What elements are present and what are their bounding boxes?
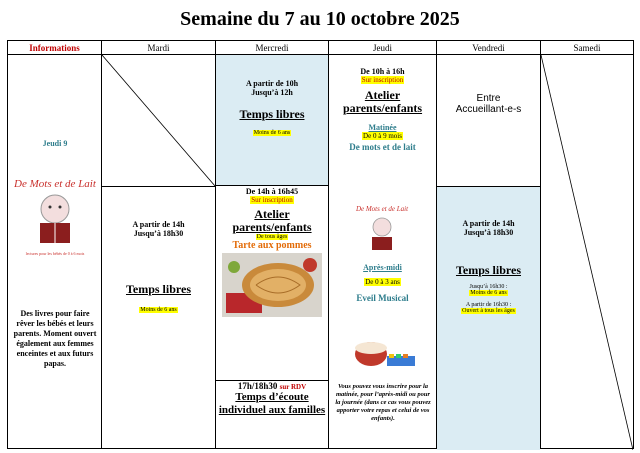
header-mardi: Mardi bbox=[102, 41, 216, 55]
apple-tart-image bbox=[222, 253, 322, 317]
vendredi-am-line2: Accueillant-e-s bbox=[455, 104, 522, 115]
vendredi-note1: Jusqu’à 16h30 : bbox=[469, 284, 508, 290]
svg-text:De Mots et de Lait: De Mots et de Lait bbox=[14, 178, 96, 190]
header-samedi: Samedi bbox=[541, 41, 633, 55]
jeudi-insc: Sur inscription bbox=[361, 76, 404, 84]
jeudi-apres-midi: Après-midi bbox=[363, 263, 402, 272]
mercredi-pm-time: De 14h à 16h45 bbox=[245, 187, 299, 196]
mercredi-am-title: Temps libres bbox=[239, 107, 305, 121]
col-mercredi bbox=[216, 55, 329, 448]
mercredi-pm-theme: Tarte aux pommes bbox=[232, 240, 312, 251]
header-vendredi: Vendredi bbox=[437, 41, 541, 55]
vendredi-pm-cell bbox=[437, 186, 540, 450]
header-informations: Informations bbox=[8, 41, 102, 55]
mercredi-am-time1: A partir de 10h bbox=[245, 79, 299, 88]
jeudi-matinee: Matinée bbox=[368, 123, 397, 132]
vendredi-note2: A partir de 16h30 : bbox=[465, 302, 512, 308]
col-mardi bbox=[102, 55, 216, 448]
mercredi-am-cell bbox=[216, 55, 328, 186]
mercredi-am-note: Moins de 6 ans bbox=[253, 130, 291, 136]
mardi-pm-title: Temps libres bbox=[125, 282, 191, 296]
jeudi-matinee-age: De 0 à 9 mois bbox=[363, 132, 402, 140]
mercredi-pm-cell bbox=[216, 187, 328, 380]
header-mercredi: Mercredi bbox=[216, 41, 329, 55]
mardi-pm-time2: Jusqu’à 18h30 bbox=[133, 229, 184, 238]
mardi-pm-note: Moins de 6 ans bbox=[140, 307, 177, 313]
vendredi-note2b: Ouvert à tous les âges bbox=[462, 308, 515, 314]
jeudi-mots: De mots et de lait bbox=[349, 142, 416, 152]
music-instruments-image bbox=[351, 332, 417, 372]
info-jeudi-label: Jeudi 9 bbox=[42, 139, 68, 148]
col-vendredi bbox=[437, 55, 541, 448]
jeudi-time: De 10h à 16h bbox=[360, 67, 405, 76]
vendredi-am-line1: Entre bbox=[476, 93, 501, 104]
svg-text:lectures pour les bébés de 0 à: lectures pour les bébés de 0 à 6 mois bbox=[25, 251, 85, 256]
col-jeudi bbox=[329, 55, 437, 448]
col-samedi bbox=[541, 55, 633, 448]
jeudi-eveil: Eveil Musical bbox=[356, 293, 409, 303]
vendredi-pm-time1: A partir de 14h bbox=[462, 219, 515, 228]
mercredi-ev-time: 17h/18h30 bbox=[237, 381, 278, 391]
vendredi-note1b: Moins de 6 ans bbox=[470, 290, 507, 296]
empty-morning-cross bbox=[102, 55, 215, 186]
mercredi-pm-title: Atelier parents/enfants bbox=[232, 207, 312, 234]
mercredi-pm-insc: Sur inscription bbox=[251, 196, 293, 204]
page-title: Semaine du 7 au 10 octobre 2025 bbox=[180, 8, 460, 30]
mercredi-ev-title: Temps d’écoute individuel aux familles bbox=[218, 391, 326, 416]
mercredi-pm-note: De tous âges bbox=[256, 234, 288, 240]
mercredi-ev-rdv: sur RDV bbox=[279, 383, 307, 391]
jeudi-apres-age: De 0 à 3 ans bbox=[365, 278, 400, 286]
de-mots-et-de-lait-logo-small bbox=[353, 199, 411, 259]
info-description: Des livres pour faire rêver les bébés et leurs parents. Moment ouvert également aux femmes enceintes et aux futurs papas. bbox=[13, 309, 97, 368]
vendredi-pm-time2: Jusqu’à 18h30 bbox=[463, 228, 514, 237]
mardi-pm-time1: A partir de 14h bbox=[132, 220, 185, 229]
jeudi-footer: Vous pouvez vous inscrire pour la matinée, pour l’après-midi ou pour la journée (dans ce cas vous pouvez apporter votre repas et celui de vos enfants). bbox=[335, 383, 431, 422]
col-informations bbox=[8, 55, 102, 448]
mercredi-am-time2: Jusqu’à 12h bbox=[251, 88, 293, 97]
jeudi-title: Atelier parents/enfants bbox=[342, 88, 423, 115]
schedule-grid bbox=[7, 40, 634, 449]
empty-saturday-cross bbox=[541, 55, 633, 450]
de-mots-et-de-lait-logo bbox=[14, 165, 96, 261]
vendredi-pm-title: Temps libres bbox=[455, 263, 521, 277]
svg-text:De Mots et de Lait: De Mots et de Lait bbox=[355, 205, 409, 213]
mercredi-evening-cell bbox=[216, 380, 328, 450]
header-jeudi: Jeudi bbox=[329, 41, 437, 55]
